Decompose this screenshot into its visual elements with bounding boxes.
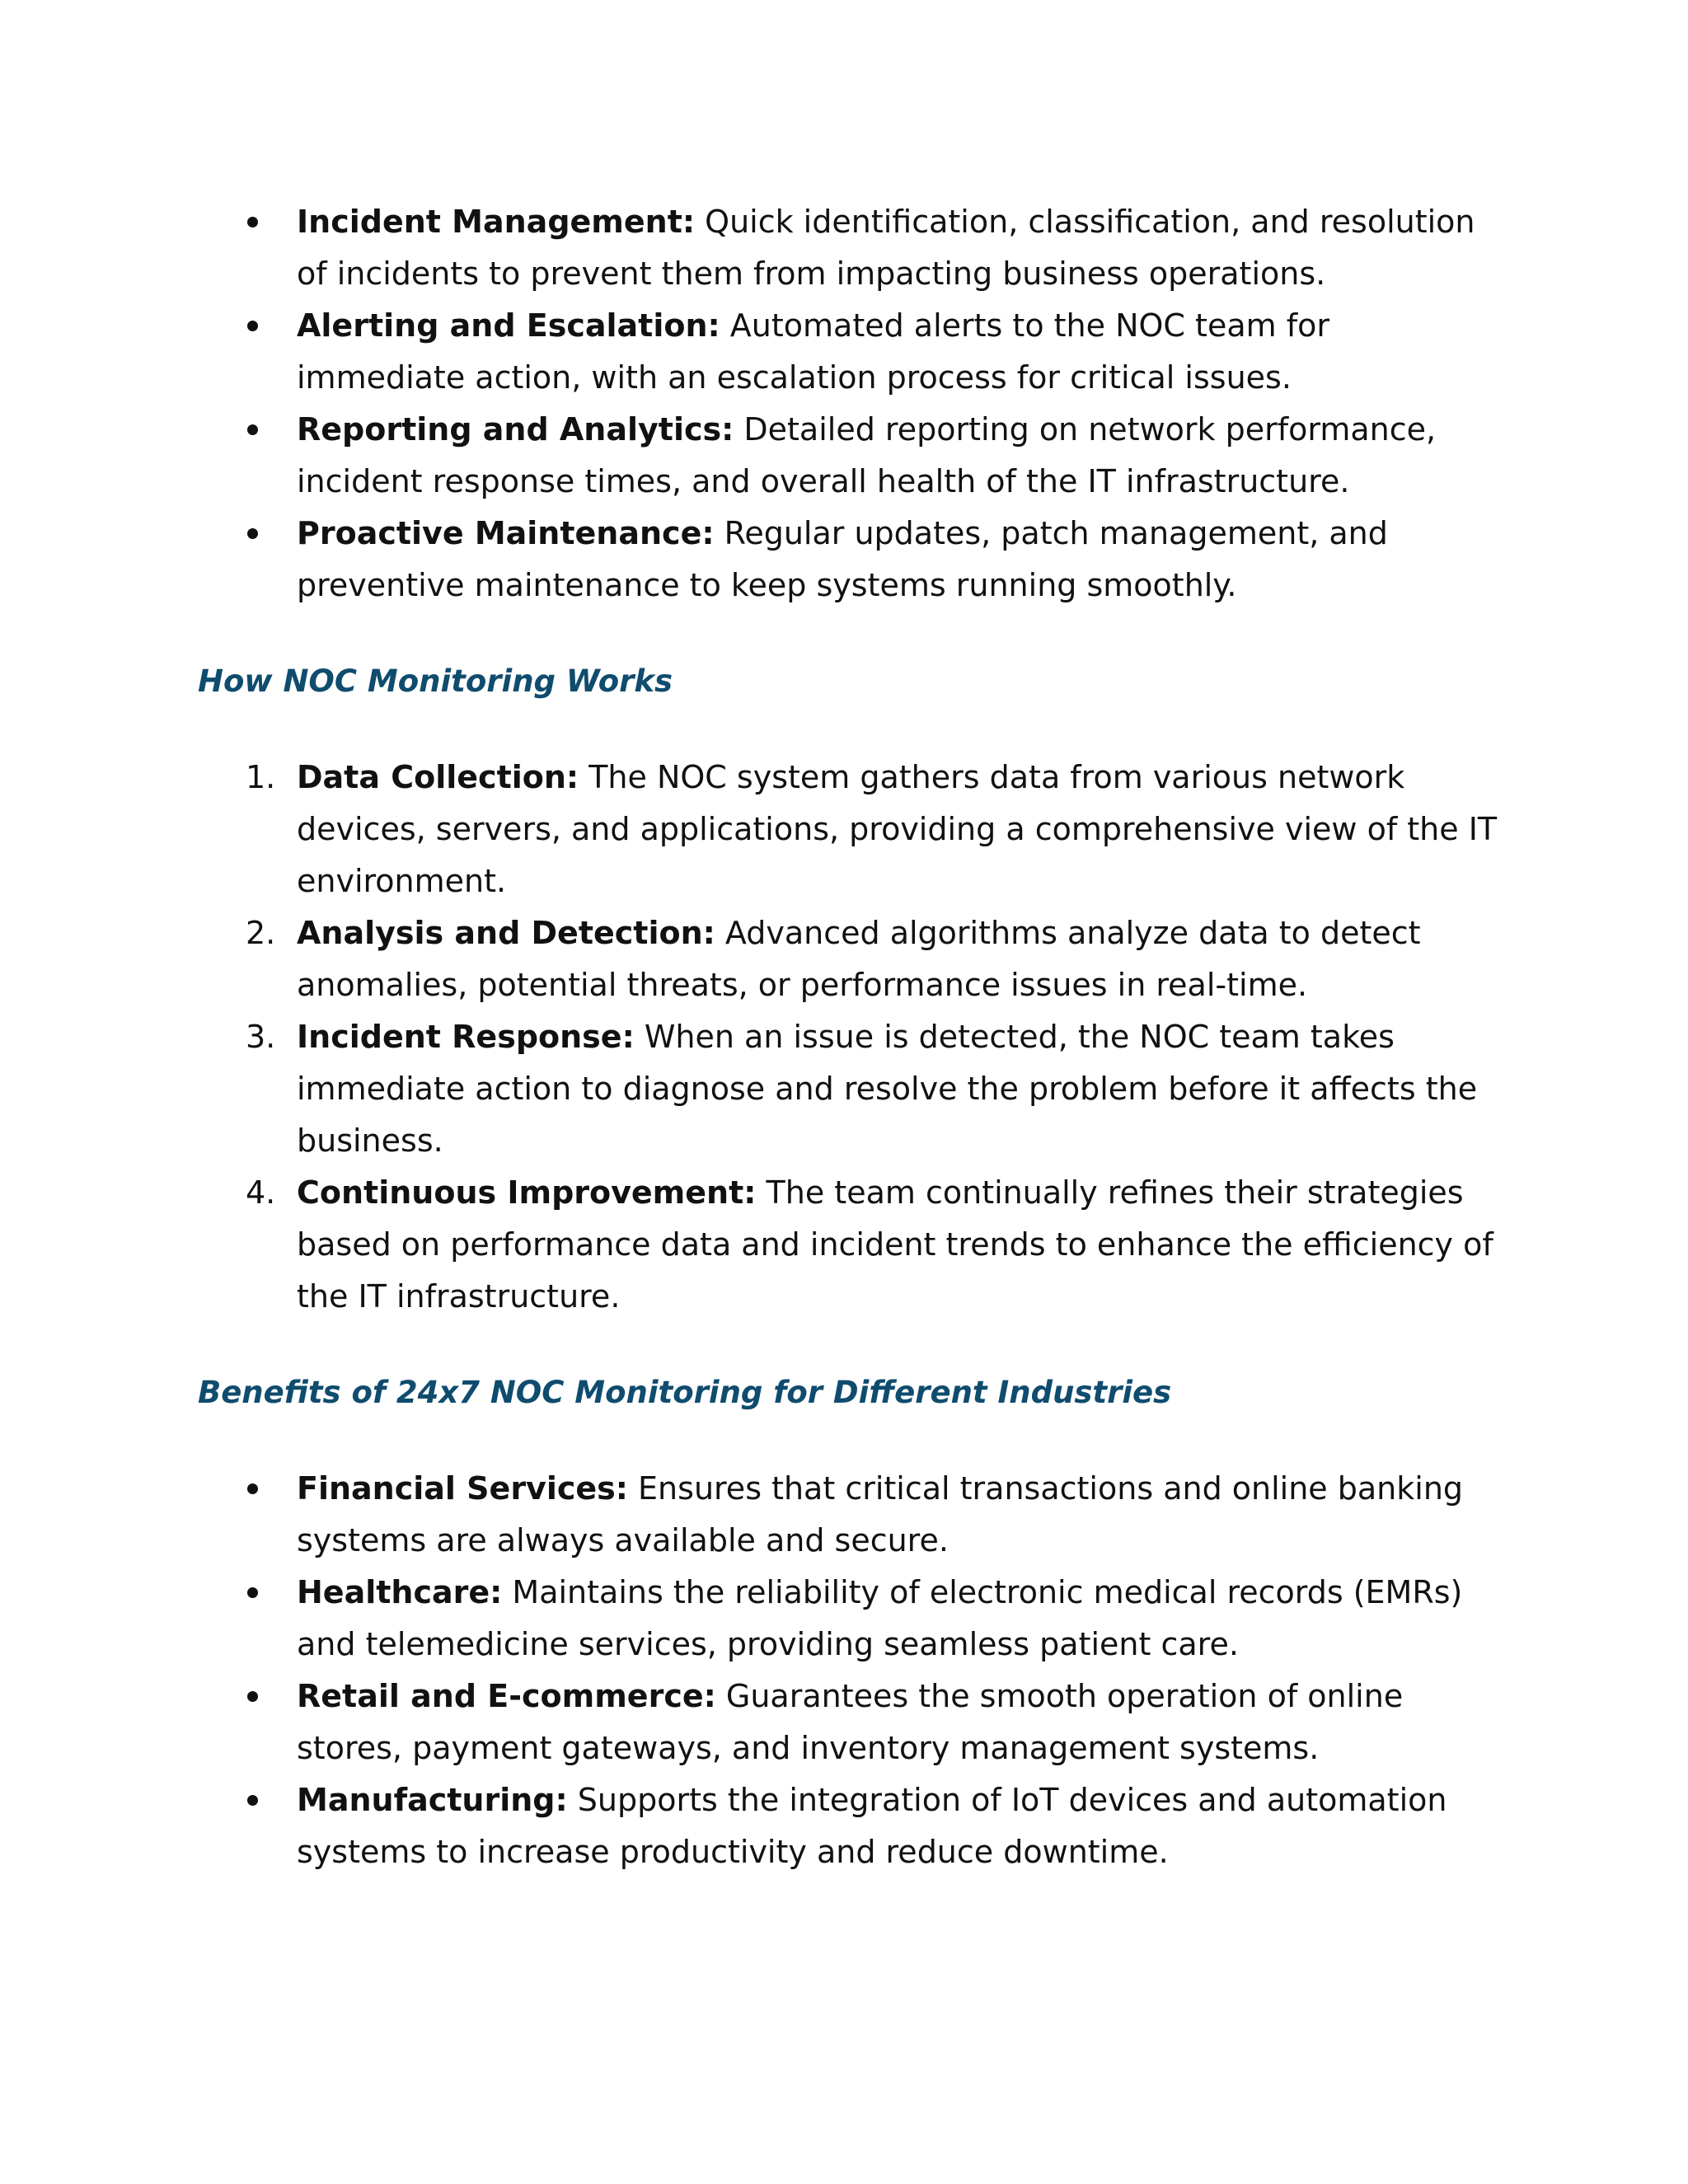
- step-number: 4.: [246, 1174, 276, 1211]
- item-label: Incident Management:: [297, 204, 696, 240]
- bullet-icon: [247, 321, 258, 331]
- item-text: Maintains the reliability of electronic medical records (EMRs) and telemedicine services, providing seamless patient care.: [297, 1574, 1463, 1662]
- item-text: Quick identification, classification, and resolution of incidents to prevent them from impacting business operations.: [297, 204, 1475, 292]
- list-item: [198, 1011, 1500, 1167]
- bullet-icon: [247, 424, 258, 435]
- list-item: [198, 300, 1500, 404]
- item-label: Healthcare:: [297, 1574, 503, 1610]
- item-label: Alerting and Escalation:: [297, 307, 720, 344]
- features-list: [198, 196, 1500, 612]
- benefits-list: [198, 1463, 1500, 1878]
- item-label: Reporting and Analytics:: [297, 411, 734, 448]
- list-item: [198, 1167, 1500, 1323]
- item-label: Retail and E-commerce:: [297, 1678, 716, 1714]
- section-heading-benefits: Benefits of 24x7 NOC Monitoring for Different Industries: [198, 1375, 1172, 1410]
- list-item: [198, 1567, 1500, 1671]
- item-text: The NOC system gathers data from various network devices, servers, and applications, providing a comprehensive view of the IT environment.: [297, 759, 1498, 899]
- document-content: [198, 196, 1500, 1878]
- how-it-works-list: [198, 752, 1500, 1323]
- step-number: 1.: [246, 759, 276, 795]
- item-text: When an issue is detected, the NOC team takes immediate action to diagnose and resolve the problem before it affects the business.: [297, 1019, 1478, 1159]
- item-text: Ensures that critical transactions and online banking systems are always available and secure.: [297, 1470, 1464, 1558]
- list-item: [198, 1463, 1500, 1567]
- step-number: 3.: [246, 1019, 276, 1055]
- item-text: Detailed reporting on network performance, incident response times, and overall health of the IT infrastructure.: [297, 411, 1437, 499]
- item-text: Guarantees the smooth operation of online stores, payment gateways, and inventory management systems.: [297, 1678, 1404, 1766]
- bullet-icon: [247, 528, 258, 539]
- item-label: Proactive Maintenance:: [297, 515, 715, 551]
- list-item: [198, 752, 1500, 907]
- item-label: Analysis and Detection:: [297, 915, 715, 951]
- item-text: Supports the integration of IoT devices and automation systems to increase productivity and reduce downtime.: [297, 1782, 1447, 1870]
- step-number: 2.: [246, 915, 276, 951]
- bullet-icon: [247, 1691, 258, 1702]
- item-label: Manufacturing:: [297, 1782, 568, 1818]
- item-label: Continuous Improvement:: [297, 1174, 757, 1211]
- list-item: [198, 1671, 1500, 1774]
- list-item: [198, 196, 1500, 300]
- item-label: Financial Services:: [297, 1470, 628, 1507]
- bullet-icon: [247, 217, 258, 227]
- bullet-icon: [247, 1587, 258, 1598]
- item-text: Automated alerts to the NOC team for immediate action, with an escalation process for critical issues.: [297, 307, 1329, 396]
- item-text: Advanced algorithms analyze data to detect anomalies, potential threats, or performance issues in real-time.: [297, 915, 1421, 1003]
- list-item: [198, 404, 1500, 508]
- list-item: [198, 1774, 1500, 1878]
- item-label: Incident Response:: [297, 1019, 635, 1055]
- bullet-icon: [247, 1795, 258, 1806]
- bullet-icon: [247, 1483, 258, 1494]
- item-text: The team continually refines their strategies based on performance data and incident trends to enhance the efficiency of the IT infrastructure.: [297, 1174, 1493, 1315]
- list-item: [198, 907, 1500, 1011]
- list-item: [198, 508, 1500, 612]
- section-heading-how-it-works: How NOC Monitoring Works: [198, 663, 673, 699]
- item-label: Data Collection:: [297, 759, 579, 795]
- item-text: Regular updates, patch management, and preventive maintenance to keep systems running smoothly.: [297, 515, 1388, 603]
